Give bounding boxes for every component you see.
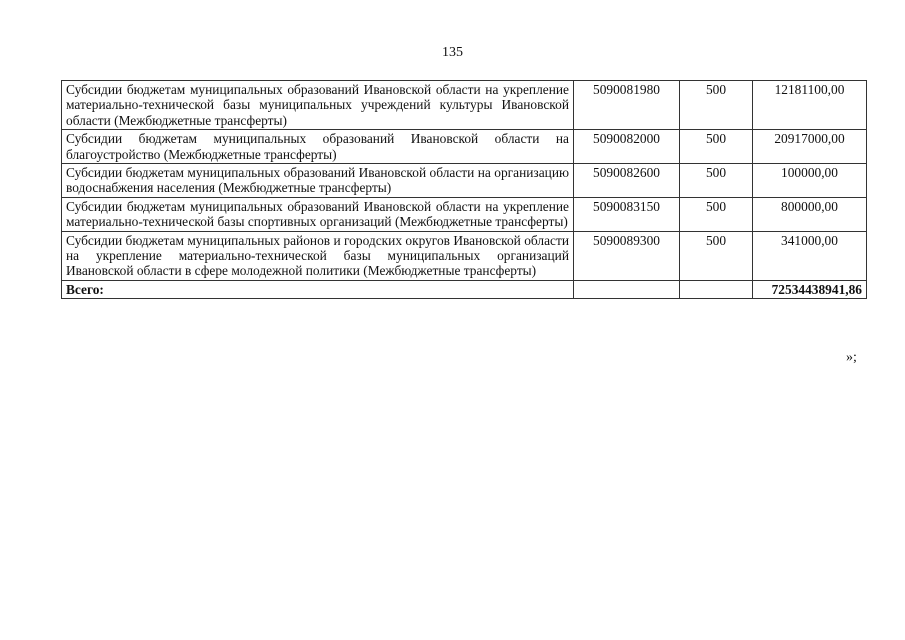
total-label: Всего:: [62, 280, 574, 298]
page-number: 135: [442, 45, 463, 60]
table-row: [62, 231, 867, 280]
table-row: [62, 130, 867, 164]
table-row: [62, 81, 867, 130]
total-empty-code: [574, 280, 680, 298]
row-target-code: 5090089300: [574, 231, 680, 280]
row-amount: 12181100,00: [753, 81, 867, 130]
row-amount: 341000,00: [753, 231, 867, 280]
row-expense-type: 500: [680, 81, 753, 130]
table-row: [62, 164, 867, 198]
row-amount: 800000,00: [753, 197, 867, 231]
row-target-code: 5090081980: [574, 81, 680, 130]
row-expense-type: 500: [680, 130, 753, 164]
total-empty-type: [680, 280, 753, 298]
row-target-code: 5090082000: [574, 130, 680, 164]
total-row: [62, 280, 867, 298]
row-target-code: 5090082600: [574, 164, 680, 198]
row-expense-type: 500: [680, 231, 753, 280]
total-amount: 72534438941,86: [753, 280, 867, 298]
table-row: [62, 197, 867, 231]
closing-quote-mark: »;: [846, 350, 857, 365]
row-description: Субсидии бюджетам муниципальных образований Ивановской области на организацию водоснабжения населения (Межбюджетные трансферты): [62, 164, 574, 198]
row-description: Субсидии бюджетам муниципальных образований Ивановской области на укрепление материально-технической базы спортивных организаций (Межбюджетные трансферты): [62, 197, 574, 231]
row-target-code: 5090083150: [574, 197, 680, 231]
row-description: Субсидии бюджетам муниципальных районов и городских округов Ивановской области на укрепление материально-технической базы муниципальных организаций Ивановской области в сфере молодежной политики (Межбюджетные трансферты): [62, 231, 574, 280]
row-description: Субсидии бюджетам муниципальных образований Ивановской области на благоустройство (Межбюджетные трансферты): [62, 130, 574, 164]
row-amount: 20917000,00: [753, 130, 867, 164]
row-expense-type: 500: [680, 164, 753, 198]
row-description: Субсидии бюджетам муниципальных образований Ивановской области на укрепление материально-технической базы муниципальных учреждений культуры Ивановской области (Межбюджетные трансферты): [62, 81, 574, 130]
row-amount: 100000,00: [753, 164, 867, 198]
row-expense-type: 500: [680, 197, 753, 231]
budget-table: [61, 80, 867, 299]
